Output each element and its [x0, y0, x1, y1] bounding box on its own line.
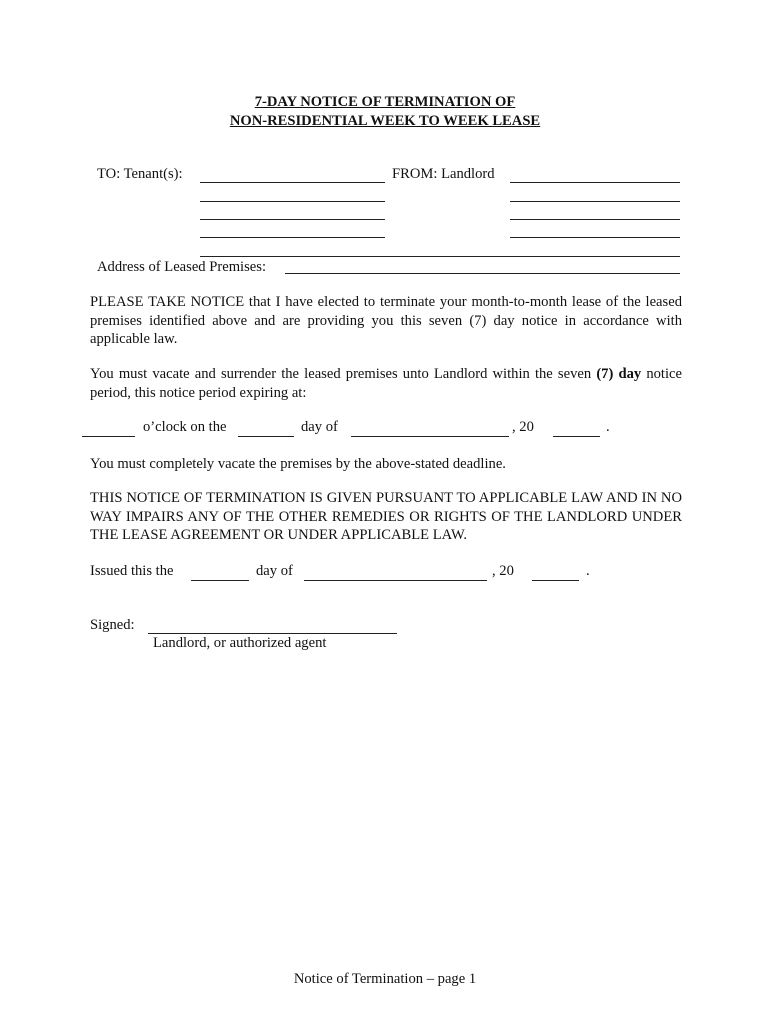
landlord-line-3[interactable]: [510, 219, 680, 220]
expiry-year-prefix: , 20: [512, 419, 534, 435]
page-footer: Notice of Termination – page 1: [293, 971, 477, 987]
to-tenant-label: TO: Tenant(s):: [97, 166, 183, 182]
landlord-line-1[interactable]: [510, 182, 680, 183]
issued-day-line[interactable]: [191, 580, 249, 581]
issued-year-line[interactable]: [532, 580, 579, 581]
signed-label: Signed:: [90, 617, 135, 633]
issued-day-of-label: day of: [256, 563, 293, 579]
signature-caption: Landlord, or authorized agent: [153, 635, 327, 651]
issued-label: Issued this the: [90, 563, 174, 579]
hour-line[interactable]: [82, 436, 135, 437]
address-line-upper[interactable]: [200, 256, 680, 257]
tenant-line-4[interactable]: [200, 237, 385, 238]
address-label: Address of Leased Premises:: [97, 259, 267, 275]
issued-month-line[interactable]: [304, 580, 487, 581]
vacate-text: You must vacate and surrender the leased premises unto Landlord within the seven: [90, 366, 597, 382]
title-line-2: NON-RESIDENTIAL WEEK TO WEEK LEASE: [229, 113, 541, 129]
expiry-year-line[interactable]: [553, 436, 600, 437]
issued-year-prefix: , 20: [492, 563, 514, 579]
oclock-label: o’clock on the: [143, 419, 227, 435]
from-landlord-label: FROM: Landlord: [392, 166, 495, 182]
expiry-day-line[interactable]: [238, 436, 294, 437]
landlord-line-4[interactable]: [510, 237, 680, 238]
vacate-bold-text: (7) day: [596, 366, 642, 382]
tenant-line-2[interactable]: [200, 201, 385, 202]
expiry-month-line[interactable]: [351, 436, 509, 437]
landlord-line-2[interactable]: [510, 201, 680, 202]
notice-paragraph: PLEASE TAKE NOTICE that I have elected to terminate your month-to-month lease of the leased premises identified above and are providing you this seven (7) day notice in accordance with applicable law.: [90, 294, 682, 348]
expiry-period: .: [606, 419, 610, 435]
address-line[interactable]: [285, 273, 680, 274]
tenant-line-3[interactable]: [200, 219, 385, 220]
tenant-line-1[interactable]: [200, 182, 385, 183]
vacate-paragraph: [90, 365, 682, 402]
deadline-text: You must completely vacate the premises by the above-stated deadline.: [90, 456, 506, 472]
title-line-1: 7-DAY NOTICE OF TERMINATION OF: [254, 94, 516, 110]
expiry-day-of-label: day of: [301, 419, 338, 435]
vacate-text-end: notice period, this notice period expiring at:: [90, 366, 682, 401]
issued-period: .: [586, 563, 590, 579]
legal-notice-paragraph: THIS NOTICE OF TERMINATION IS GIVEN PURSUANT TO APPLICABLE LAW AND IN NO WAY IMPAIRS ANY OF THE OTHER REMEDIES OR RIGHTS OF THE LANDLORD UNDER THE LEASE AGREEMENT OR UNDER APPLICABLE LAW.: [90, 490, 682, 544]
